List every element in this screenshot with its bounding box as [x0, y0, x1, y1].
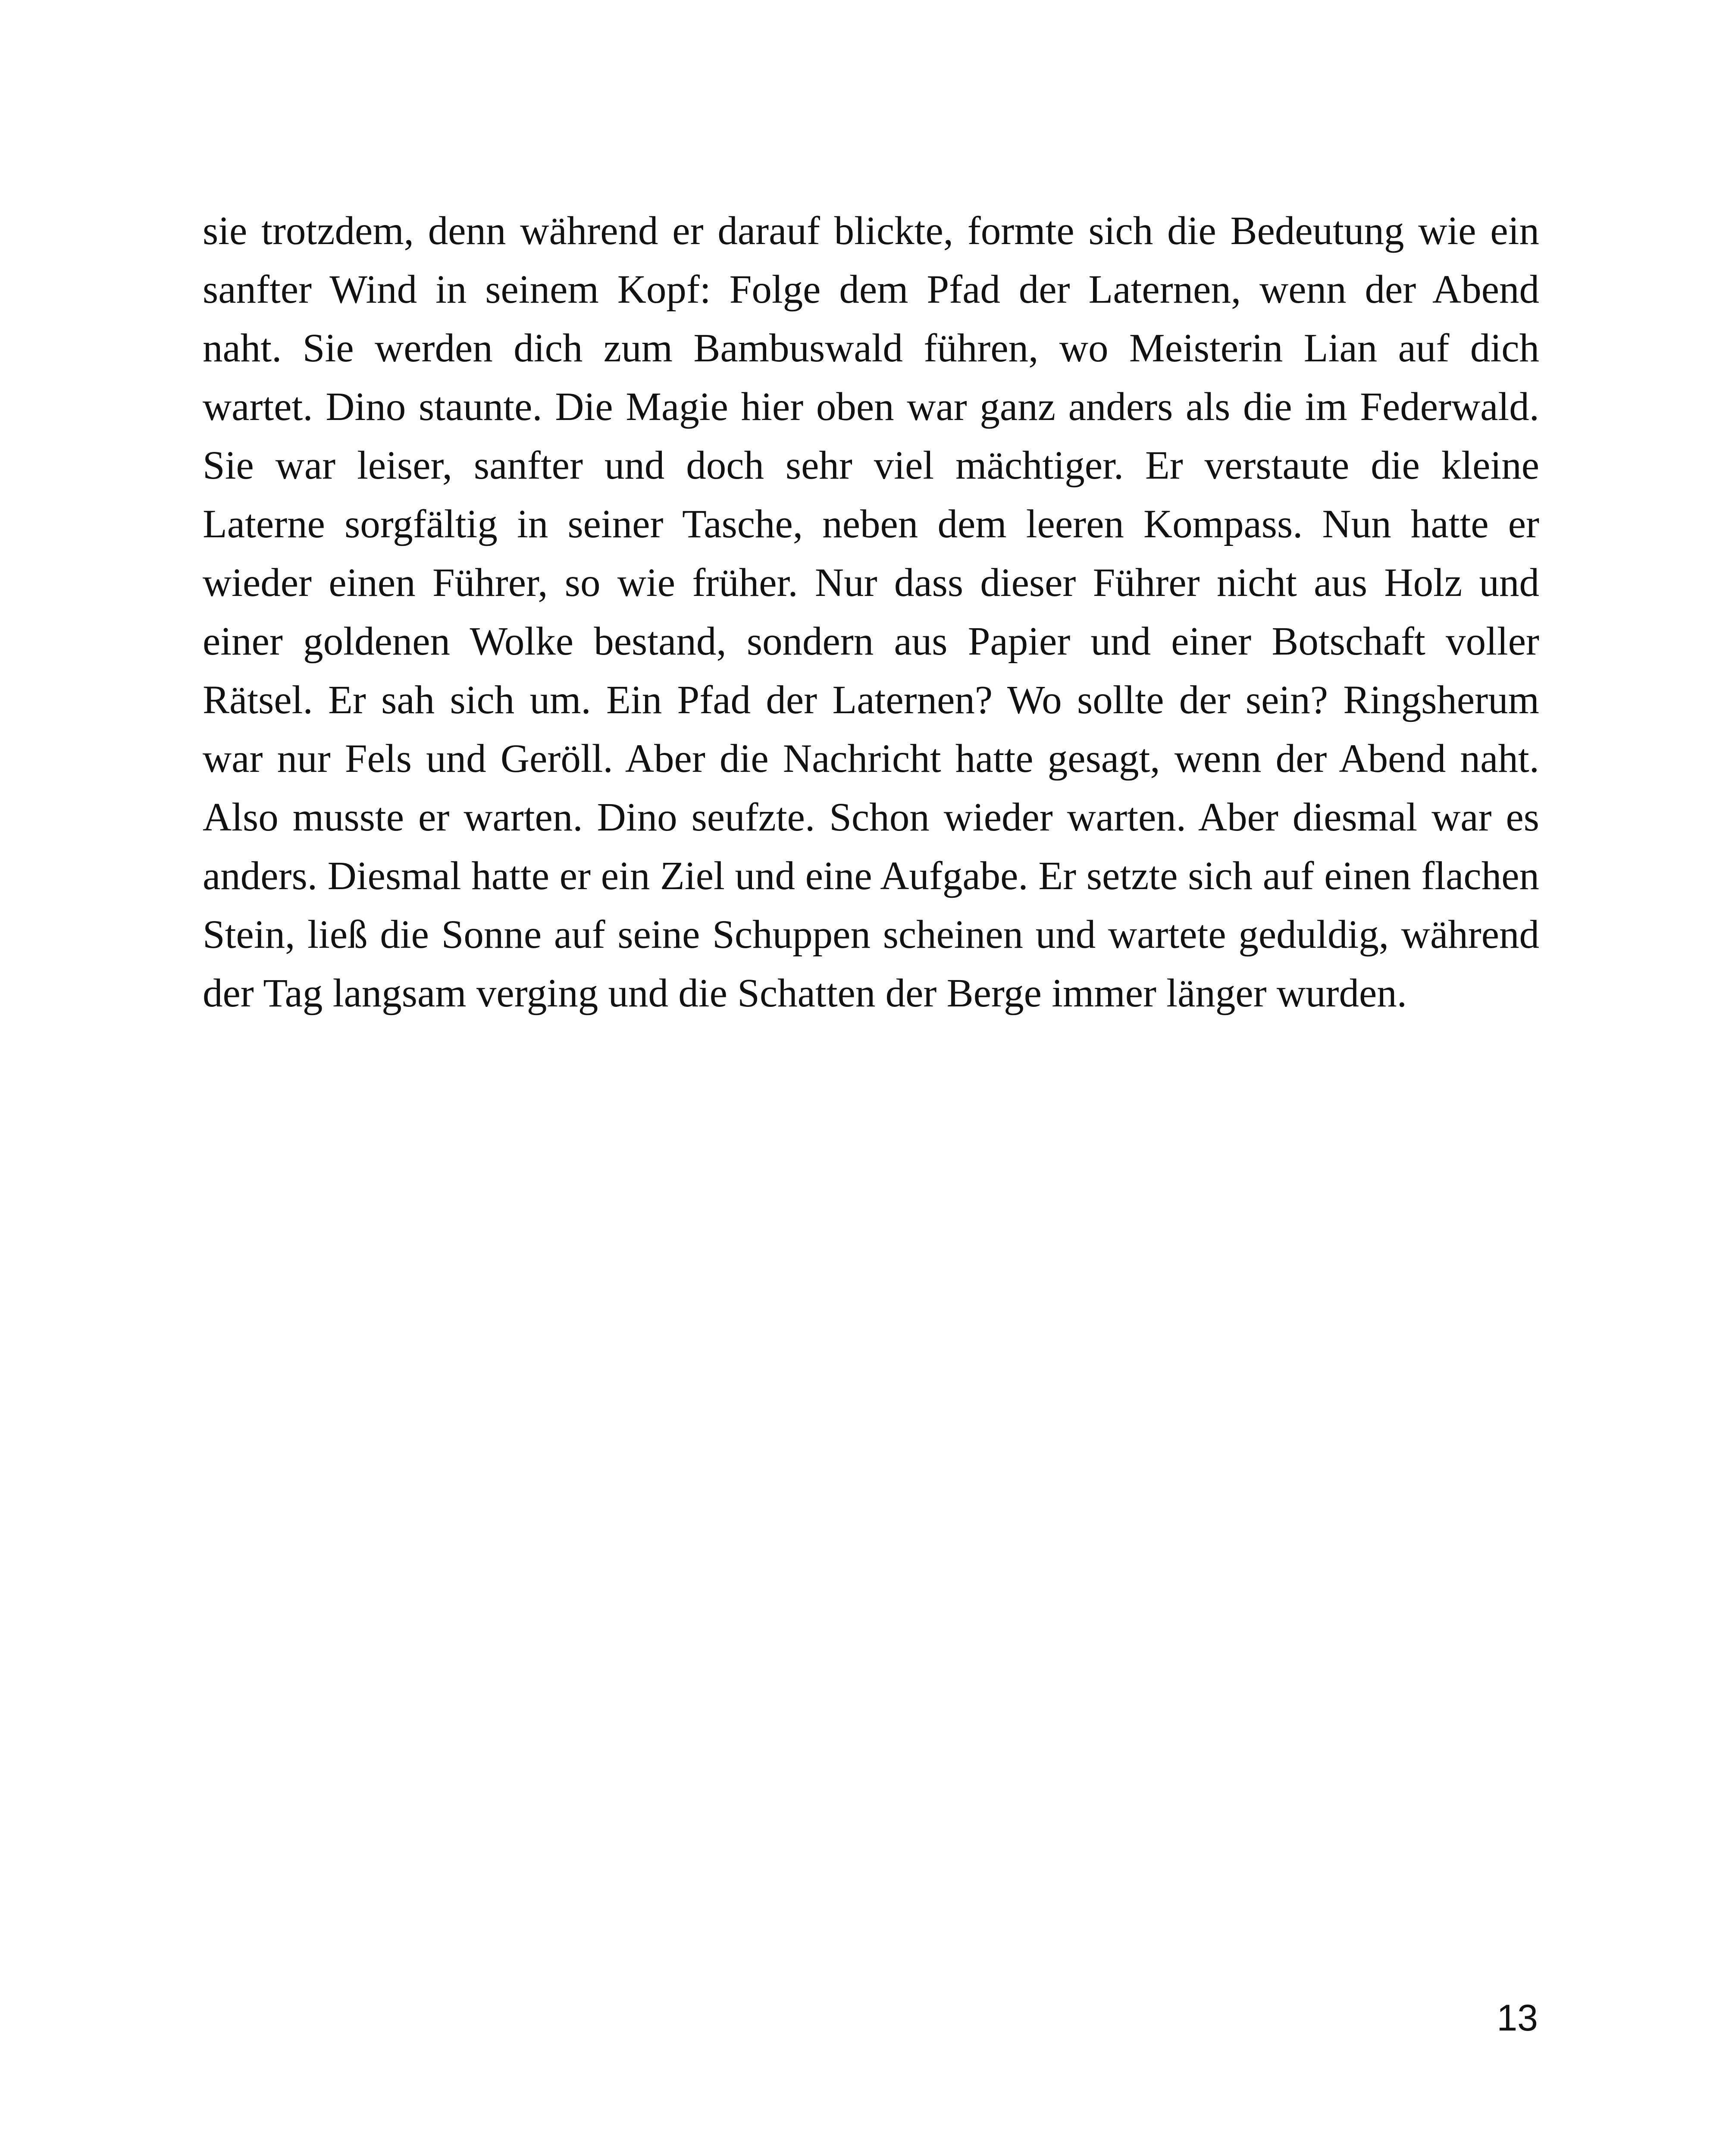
text-line: Stein, ließ die Sonne auf seine Schuppen scheinen und wartete geduldig, während	[203, 912, 1539, 957]
text-line: Rätsel. Er sah sich um. Ein Pfad der Laternen? Wo sollte der sein? Ringsherum	[203, 678, 1539, 722]
body-paragraph	[203, 202, 1539, 1023]
text-line: Laterne sorgfältig in seiner Tasche, neben dem leeren Kompass. Nun hatte er	[203, 502, 1539, 546]
text-line: war nur Fels und Geröll. Aber die Nachricht hatte gesagt, wenn der Abend naht.	[203, 736, 1539, 781]
text-line: naht. Sie werden dich zum Bambuswald führen, wo Meisterin Lian auf dich	[203, 326, 1539, 370]
text-line: Also musste er warten. Dino seufzte. Schon wieder warten. Aber diesmal war es	[203, 795, 1539, 840]
page-number: 13	[1497, 1997, 1538, 2039]
text-line: wartet. Dino staunte. Die Magie hier oben war ganz anders als die im Federwald.	[203, 385, 1539, 429]
text-line: sanfter Wind in seinem Kopf: Folge dem Pfad der Laternen, wenn der Abend	[203, 267, 1539, 312]
text-line: sie trotzdem, denn während er darauf blickte, formte sich die Bedeutung wie ein	[203, 209, 1539, 253]
text-line: Sie war leiser, sanfter und doch sehr viel mächtiger. Er verstaute die kleine	[203, 443, 1539, 488]
text-line: wieder einen Führer, so wie früher. Nur dass dieser Führer nicht aus Holz und	[203, 561, 1539, 605]
text-line: der Tag langsam verging und die Schatten der Berge immer länger wurden.	[203, 971, 1407, 1015]
text-line: anders. Diesmal hatte er ein Ziel und eine Aufgabe. Er setzte sich auf einen flachen	[203, 854, 1539, 898]
text-line: einer goldenen Wolke bestand, sondern aus Papier und einer Botschaft voller	[203, 619, 1539, 664]
